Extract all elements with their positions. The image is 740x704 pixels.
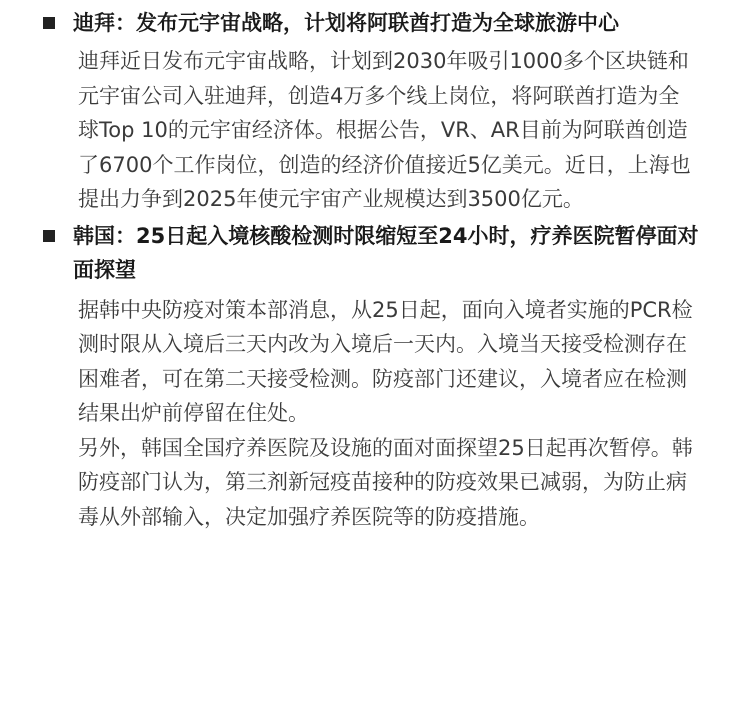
news-paragraph: 迪拜近日发布元宇宙战略，计划到2030年吸引1000多个区块链和元宇宙公司入驻迪拜，创造4万多个线上岗位，将阿联酋打造为全球Top 10的元宇宙经济体。根据公告，VR、AR目前为阿联酋创造了6700个工作岗位，创造的经济价值接近5亿美元。近日，上海也提出力争到2025年使元宇宙产业规模达到3500亿元。 (78, 49, 691, 211)
news-paragraph: 另外，韩国全国疗养医院及设施的面对面探望25日起再次暂停。韩防疫部门认为，第三剂新冠疫苗接种的防疫效果已减弱，为防止病毒从外部输入，决定加强疗养医院等的防疫措施。 (78, 435, 693, 529)
news-paragraph: 据韩中央防疫对策本部消息，从25日起，面向入境者实施的PCR检测时限从入境后三天内改为入境后一天内。入境当天接受检测存在困难者，可在第二天接受检测。防疫部门还建议，入境者应在检测结果出炉前停留在住处。 (78, 297, 693, 425)
square-bullet-icon (43, 17, 55, 29)
news-item-header (43, 219, 700, 287)
news-item-header (43, 6, 700, 40)
news-headline: 韩国：25日起入境核酸检测时限缩短至24小时，疗养医院暂停面对面探望 (73, 223, 699, 282)
news-headline: 迪拜：发布元宇宙战略，计划将阿联酋打造为全球旅游中心 (73, 11, 619, 35)
news-item-dubai (48, 6, 700, 217)
news-item-korea (48, 219, 700, 535)
square-bullet-icon (43, 230, 55, 242)
